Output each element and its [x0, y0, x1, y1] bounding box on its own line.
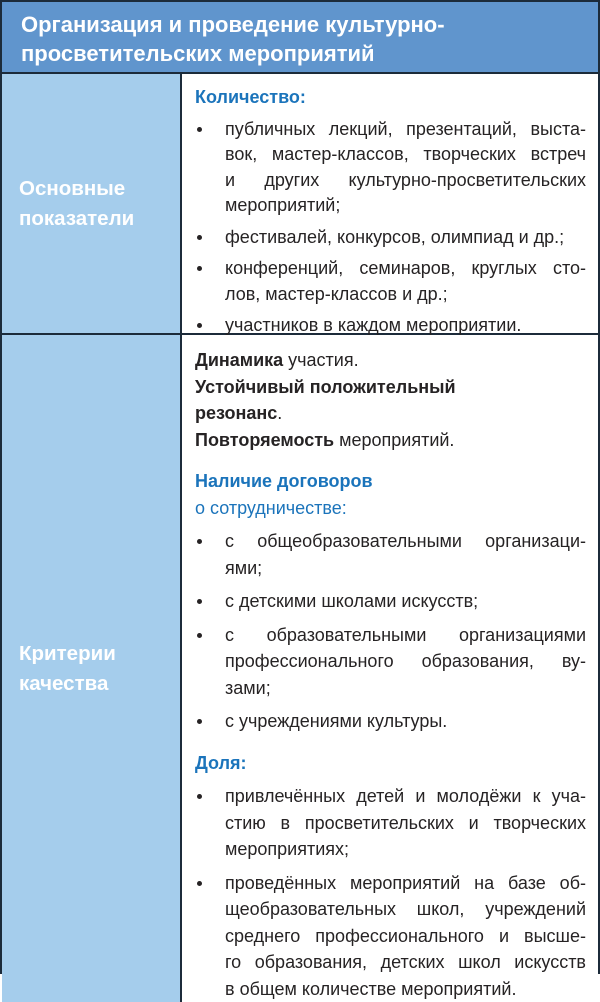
bullet-marker [195, 708, 225, 735]
text-line: с общеобразовательными организаци- [225, 528, 586, 555]
text-line: лов, мастер-классов и др.; [225, 282, 586, 308]
row-label-cell-main-indicators [2, 74, 182, 335]
text-line: профессионального образования, ву- [225, 648, 586, 675]
list-item-text [225, 225, 586, 251]
list-item-text [225, 708, 586, 735]
list-item-text [225, 622, 586, 702]
table-title: Организация и проведение культурно-просветительских мероприятий [21, 10, 574, 68]
text-line: участников в каждом мероприятии. [225, 313, 586, 339]
bullet-dot-icon [197, 794, 202, 799]
text-line: с детскими школами искусств; [225, 588, 586, 615]
text-line: щеобразовательных школ, учреждений [225, 896, 586, 923]
bullet-marker [195, 622, 225, 702]
text-line: ями; [225, 555, 586, 582]
row-content-cell-quality-criteria [182, 335, 598, 1002]
text-line: среднего профессионального и высше- [225, 923, 586, 950]
list-item [195, 588, 586, 615]
text-line [195, 400, 586, 427]
list-item [195, 622, 586, 702]
bullet-dot-icon [197, 881, 202, 886]
list-item-text [225, 256, 586, 307]
text-line: фестивалей, конкурсов, олимпиад и др.; [225, 225, 586, 251]
list-item-text [225, 870, 586, 1002]
section-heading-text: Наличие договоров [195, 468, 586, 495]
list-item [195, 256, 586, 307]
text-line: привлечённых детей и молодёжи к уча- [225, 783, 586, 810]
bullet-dot-icon [197, 235, 202, 240]
row-label-cell-quality-criteria [2, 335, 182, 1002]
text-line: проведённых мероприятий на базе об- [225, 870, 586, 897]
bullet-marker [195, 313, 225, 339]
list-item [195, 708, 586, 735]
bullet-marker [195, 117, 225, 219]
bold-text: Повторяемость [195, 430, 334, 450]
bullet-dot-icon [197, 599, 202, 604]
text-line: с учреждениями культуры. [225, 708, 586, 735]
list-item [195, 117, 586, 219]
text-line: зами; [225, 675, 586, 702]
bold-text: Устойчивый положительный [195, 377, 456, 397]
bullet-dot-icon [197, 266, 202, 271]
bullet-dot-icon [197, 539, 202, 544]
text-line: и других культурно-просветительских [225, 168, 586, 194]
list-item-text [225, 783, 586, 863]
text-line: с образовательными организациями [225, 622, 586, 649]
row-label: Основные показатели [19, 174, 166, 234]
section-heading-text: Доля: [195, 750, 586, 777]
text-line [195, 374, 586, 401]
section-heading [195, 85, 586, 111]
section-heading-text: Количество: [195, 85, 586, 111]
text-line: мероприятий; [225, 193, 586, 219]
text-line: мероприятиях; [225, 836, 586, 863]
text-block [195, 347, 586, 453]
list-item-text [225, 528, 586, 581]
text-line: конференций, семинаров, круглых сто- [225, 256, 586, 282]
list-item [195, 528, 586, 581]
bullet-marker [195, 783, 225, 863]
bullet-marker [195, 870, 225, 1002]
bullet-dot-icon [197, 719, 202, 724]
plain-text: участия. [283, 350, 358, 370]
bullet-marker [195, 256, 225, 307]
section-heading [195, 468, 586, 521]
plain-text: мероприятий. [334, 430, 454, 450]
list-item-text [225, 588, 586, 615]
plain-text: . [277, 403, 282, 423]
table-header [2, 2, 598, 74]
row-content-cell-main-indicators [182, 74, 598, 335]
bold-text: резонанс [195, 403, 277, 423]
text-line: го образования, детских школ искусств [225, 949, 586, 976]
bullet-dot-icon [197, 127, 202, 132]
text-line: стию в просветительских и творческих [225, 810, 586, 837]
bullet-dot-icon [197, 323, 202, 328]
text-line: публичных лекций, презентаций, выста- [225, 117, 586, 143]
bold-text: Динамика [195, 350, 283, 370]
row-label: Критерии качества [19, 639, 166, 699]
list-item [195, 225, 586, 251]
bullet-marker [195, 225, 225, 251]
text-line: вок, мастер-классов, творческих встреч [225, 142, 586, 168]
bullet-marker [195, 528, 225, 581]
text-line [195, 347, 586, 374]
list-item [195, 783, 586, 863]
list-item [195, 870, 586, 1002]
section-heading [195, 750, 586, 777]
bullet-marker [195, 588, 225, 615]
bullet-dot-icon [197, 633, 202, 638]
text-line [195, 427, 586, 454]
section-heading-subtext: о сотрудничестве: [195, 495, 586, 522]
list-item-text [225, 117, 586, 219]
text-line: в общем количестве мероприятий. [225, 976, 586, 1002]
